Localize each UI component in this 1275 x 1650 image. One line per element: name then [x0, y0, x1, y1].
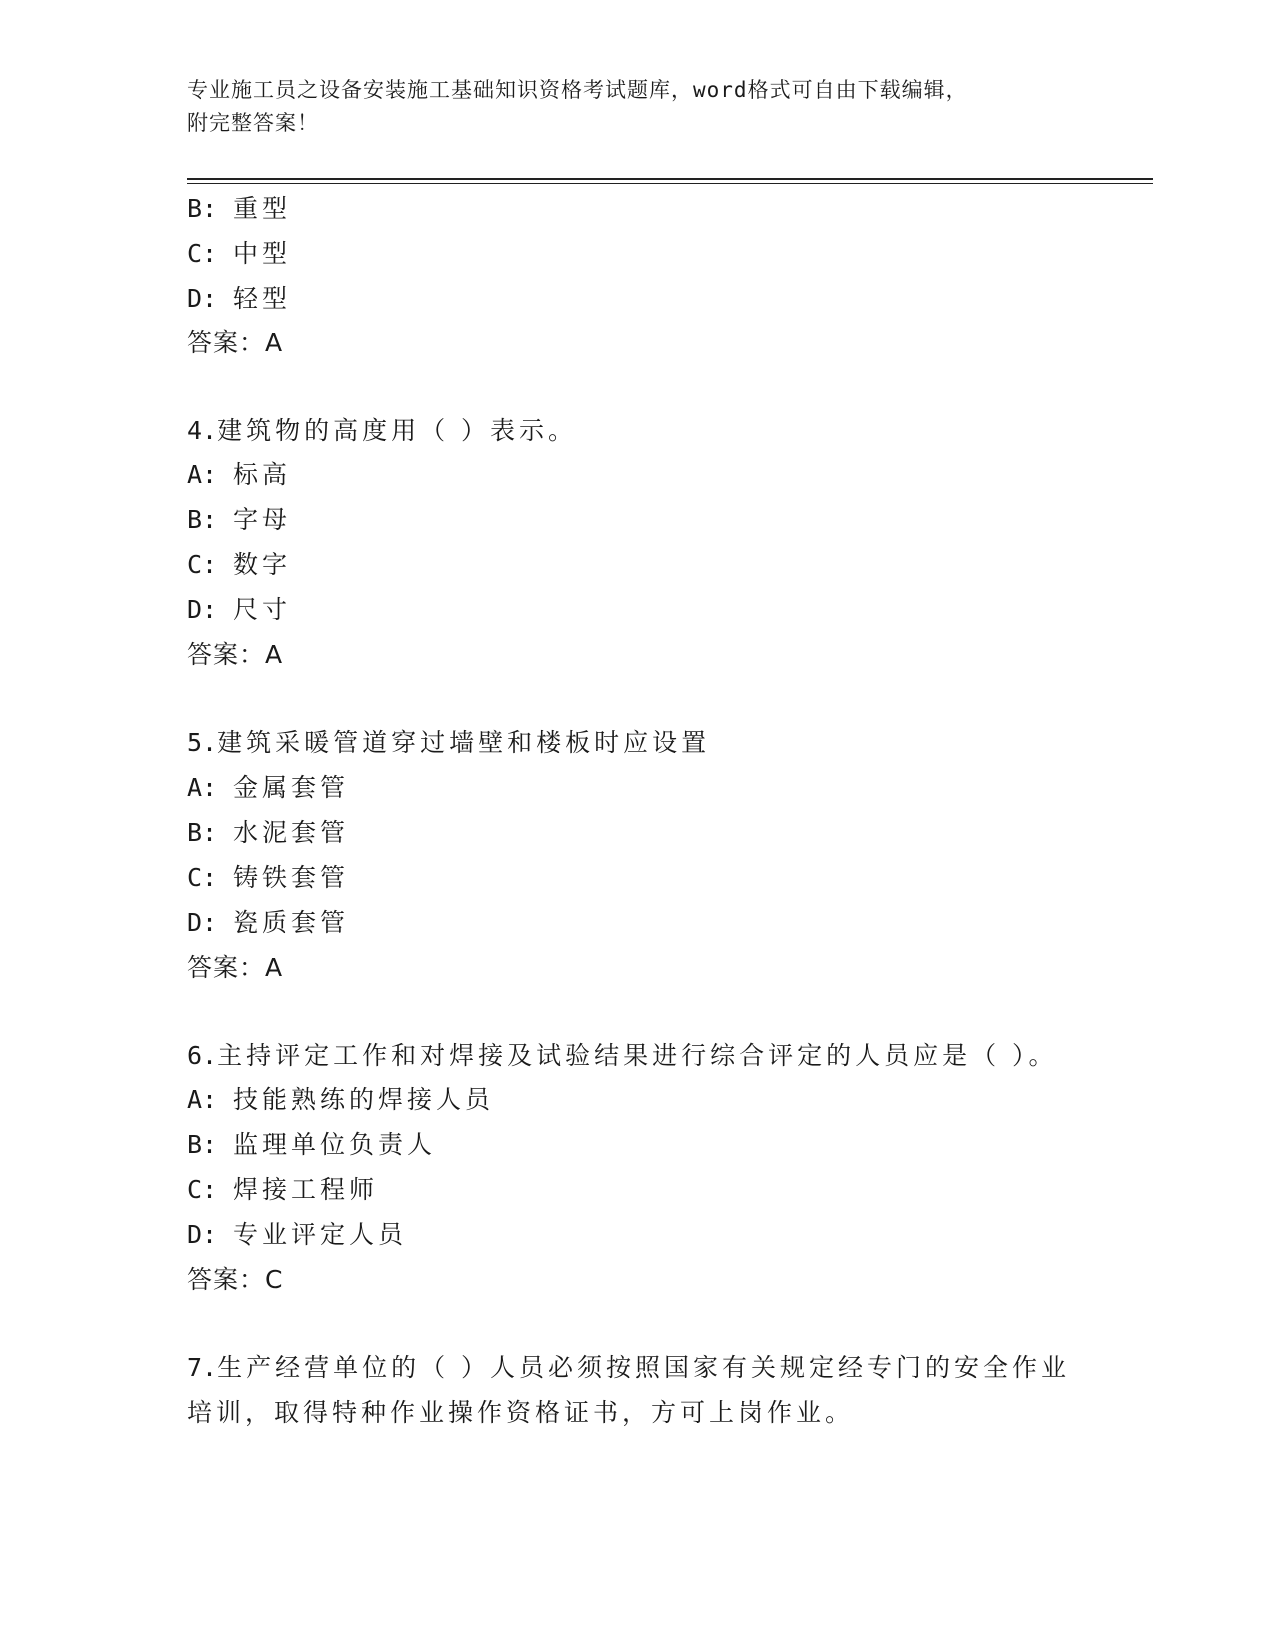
option-text: 字母 — [233, 505, 292, 534]
option-q5-d — [187, 906, 349, 940]
option-text: 水泥套管 — [233, 818, 350, 847]
question-4-stem — [187, 414, 577, 448]
answer-q5: 答案：A — [187, 953, 284, 982]
option-letter: B: — [187, 1130, 218, 1159]
header-divider — [187, 178, 1153, 180]
question-number: 7. — [187, 1353, 218, 1382]
header-line-2: 附完整答案！ — [187, 111, 319, 135]
question-5-stem — [187, 726, 710, 760]
answer-q4: 答案：A — [187, 640, 284, 669]
option-q4-c — [187, 548, 291, 582]
option-letter: D: — [187, 284, 218, 313]
option-text: 焊接工程师 — [233, 1175, 379, 1204]
option-letter: A: — [187, 1085, 218, 1114]
option-text: 尺寸 — [233, 595, 292, 624]
option-text: 专业评定人员 — [233, 1220, 408, 1249]
option-letter: C: — [187, 239, 218, 268]
option-text: 轻型 — [233, 284, 292, 313]
option-letter: A: — [187, 773, 218, 802]
option-q4-d — [187, 593, 291, 627]
option-letter: D: — [187, 595, 218, 624]
question-text: 建筑物的高度用（ ）表示。 — [217, 416, 578, 445]
question-text: 建筑采暖管道穿过墙壁和楼板时应设置 — [217, 728, 711, 757]
option-letter: D: — [187, 1220, 218, 1249]
option-letter: C: — [187, 863, 218, 892]
question-number: 6. — [187, 1041, 218, 1070]
question-text: 主持评定工作和对焊接及试验结果进行综合评定的人员应是（ ）。 — [217, 1041, 1058, 1070]
question-number: 5. — [187, 728, 218, 757]
option-letter: B: — [187, 194, 218, 223]
option-q5-c — [187, 861, 349, 895]
answer-q6: 答案：C — [187, 1265, 284, 1294]
option-letter: A: — [187, 460, 218, 489]
option-text: 数字 — [233, 550, 292, 579]
option-q6-b — [187, 1128, 436, 1162]
option-text: 铸铁套管 — [233, 863, 350, 892]
question-7-stem-line-1 — [187, 1351, 1070, 1385]
question-number: 4. — [187, 416, 218, 445]
question-text: 生产经营单位的（ ）人员必须按照国家有关规定经专门的安全作业 — [217, 1353, 1071, 1382]
option-text: 标高 — [233, 460, 292, 489]
option-q4-a — [187, 458, 291, 492]
option-q5-a — [187, 771, 349, 805]
option-q6-c — [187, 1173, 378, 1207]
header-line-1: 专业施工员之设备安装施工基础知识资格考试题库，word格式可自由下载编辑， — [187, 78, 968, 102]
option-letter: C: — [187, 550, 218, 579]
header-divider-thin — [187, 183, 1153, 184]
option-text: 瓷质套管 — [233, 908, 350, 937]
option-text: 金属套管 — [233, 773, 350, 802]
option-q3-c — [187, 237, 291, 271]
option-q5-b — [187, 816, 349, 850]
option-letter: D: — [187, 908, 218, 937]
document-header — [187, 74, 1067, 140]
option-text: 技能熟练的焊接人员 — [233, 1085, 495, 1114]
option-text: 中型 — [233, 239, 292, 268]
option-letter: B: — [187, 818, 218, 847]
option-q4-b — [187, 503, 291, 537]
question-6-stem — [187, 1039, 1058, 1073]
option-text: 监理单位负责人 — [233, 1130, 437, 1159]
option-q3-b — [187, 192, 291, 226]
option-q6-a — [187, 1083, 494, 1117]
option-letter: C: — [187, 1175, 218, 1204]
answer-q3: 答案：A — [187, 328, 284, 357]
option-letter: B: — [187, 505, 218, 534]
option-q3-d — [187, 282, 291, 316]
option-q6-d — [187, 1218, 407, 1252]
option-text: 重型 — [233, 194, 292, 223]
question-7-stem-line-2: 培训，取得特种作业操作资格证书，方可上岗作业。 — [187, 1398, 855, 1427]
